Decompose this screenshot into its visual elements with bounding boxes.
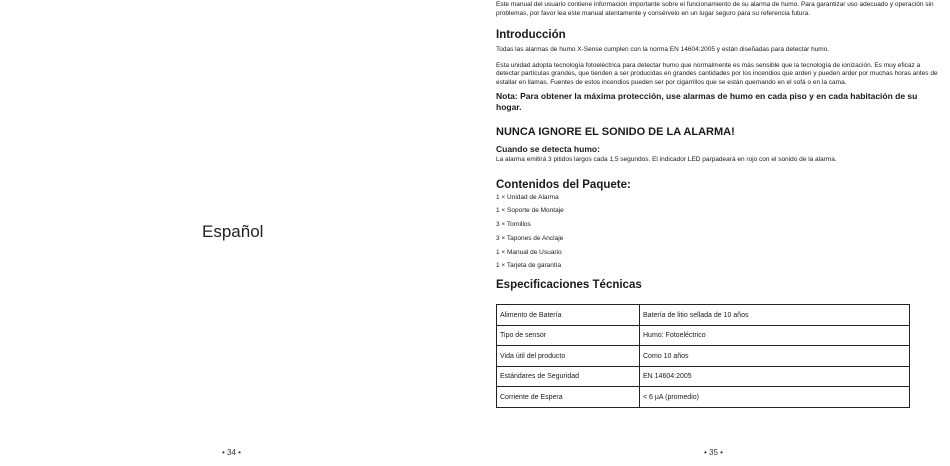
right-page (470, 0, 950, 466)
list-item: 1 × Soporte de Montaje (496, 207, 564, 215)
table-row (497, 346, 910, 367)
spec-value: Batería de litio sellada de 10 años (640, 305, 910, 326)
introduction-heading: Introducción (496, 29, 566, 41)
list-item: 3 × Tornillos (496, 221, 531, 229)
protection-note: Nota: Para obtener la máxima protección, use alarmas de humo en cada piso y en cada habitación de su hogar. (496, 91, 918, 112)
page-number-right: • 35 • (704, 448, 723, 457)
language-title: Español (202, 222, 264, 241)
left-page (0, 0, 470, 466)
table-row (497, 325, 910, 346)
spec-label: Alimento de Batería (497, 305, 640, 326)
introduction-paragraph-2: Esta unidad adopta tecnología fotoeléctrica para detectar humo que normalmente es más sensible que la tecnología de ionización. Es muy eficaz a detectar partículas grandes, que tienden a ser producidas en grandes cantidades por los incendios que arden y pueden arder por muchas horas antes de estallar en llamas. Fuentes de estos incendios pueden ser por cigarrillos que se están quemando en el sofá o en la cama. (496, 61, 938, 86)
list-item: 3 × Tapones de Anclaje (496, 234, 564, 242)
spec-label: Corriente de Espera (497, 387, 640, 408)
spec-value: < 6 µA (promedio) (640, 387, 910, 408)
package-contents-list (496, 194, 944, 271)
introduction-paragraph-1: Todas las alarmas de humo X-Sense cumplen con la norma EN 14604:2005 y están diseñadas para detectar humo. (496, 46, 830, 53)
spec-value: Como 10 años (640, 346, 910, 367)
spec-value: EN 14604:2005 (640, 366, 910, 387)
spec-label: Vida útil del producto (497, 346, 640, 367)
list-item: 1 × Manual de Usuario (496, 248, 562, 256)
table-row (497, 305, 910, 326)
package-contents-heading: Contenidos del Paquete: (496, 178, 631, 191)
manual-content (496, 0, 944, 408)
alarm-warning-heading: NUNCA IGNORE EL SONIDO DE LA ALARMA! (496, 126, 735, 138)
specifications-heading: Especificaciones Técnicas (496, 279, 642, 292)
list-item: 1 × Tarjeta de garantía (496, 262, 562, 270)
list-item: 1 × Unidad de Alarma (496, 193, 559, 201)
page-number-left: • 34 • (222, 448, 241, 457)
table-row (497, 387, 910, 408)
specifications-table (496, 304, 910, 408)
alarm-behavior-text: La alarma emitirá 3 pitidos largos cada 1,5 segundos. El indicador LED parpadeará en rojo con el sonido de la alarma. (496, 156, 837, 163)
table-row (497, 366, 910, 387)
spec-value: Humo: Fotoeléctrico (640, 325, 910, 346)
intro-paragraph: Este manual del usuario contiene información importante sobre el funcionamiento de su alarma de humo. Para garantizar uso adecuado y operación sin problemas, por favor lea este manual atentamente y consérvelo en un lugar seguro para su referencia futura. (496, 1, 934, 17)
spec-label: Estándares de Seguridad (497, 366, 640, 387)
spec-label: Tipo de sensor (497, 325, 640, 346)
smoke-detected-subheading: Cuando se detecta humo: (496, 144, 600, 154)
